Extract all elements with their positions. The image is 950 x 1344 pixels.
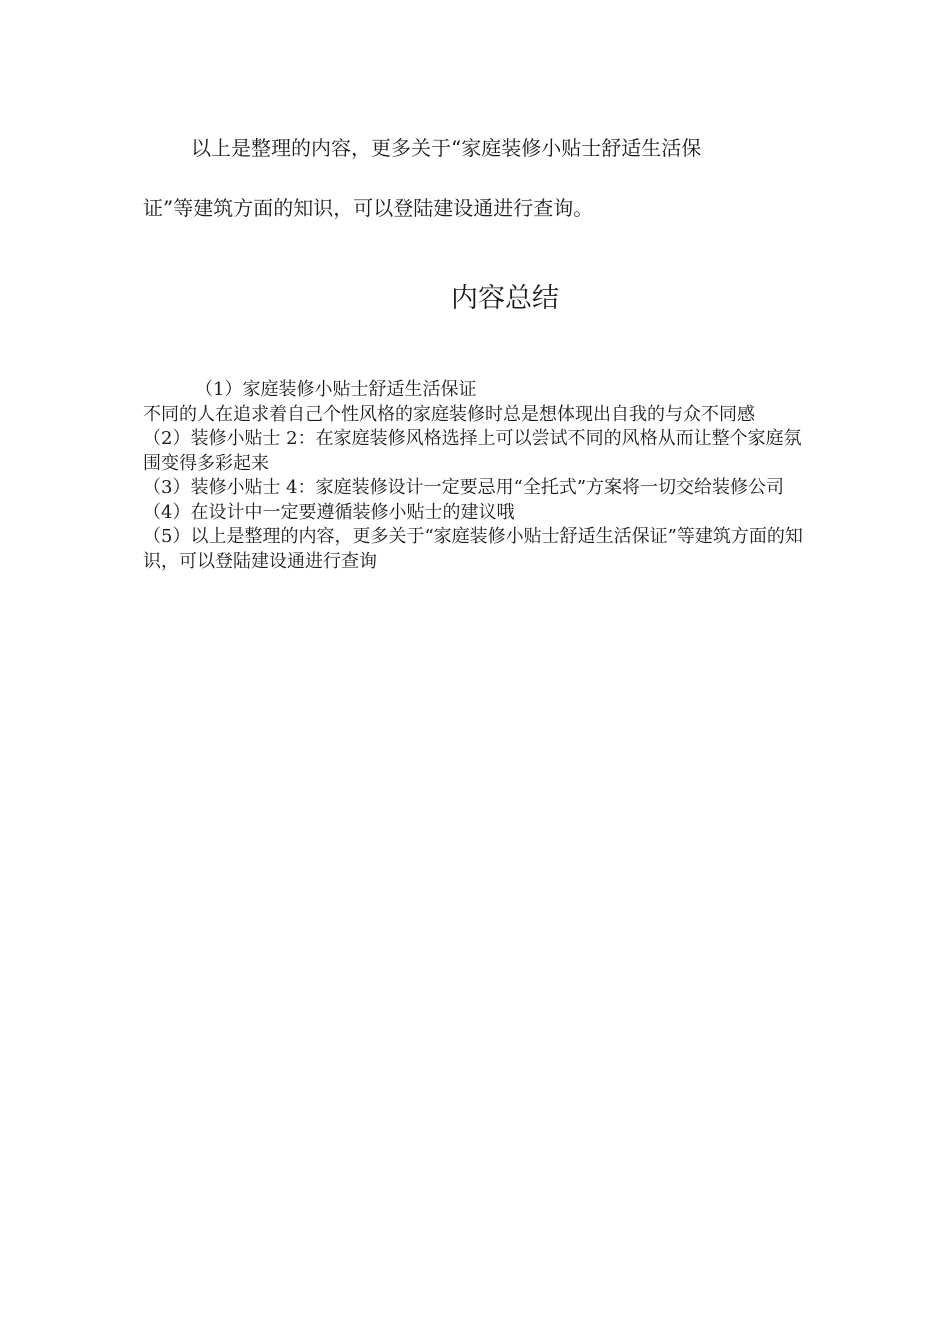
- summary-item-3: （3）装修小贴士 4：家庭装修设计一定要忌用“全托式”方案将一切交给装修公司: [143, 477, 785, 498]
- summary-item-4: （4）在设计中一定要遵循装修小贴士的建议哦: [143, 501, 515, 523]
- summary-item-1-body: 不同的人在追求着自己个性风格的家庭装修时总是想体现出自我的与众不同感: [143, 403, 755, 425]
- summary-list: [143, 378, 808, 574]
- summary-item-1: （1）家庭装修小贴士舒适生活保证: [195, 379, 477, 400]
- summary-heading: 内容总结: [451, 283, 559, 314]
- intro-line-1: 以上是整理的内容，更多关于“家庭装修小贴士舒适生活保: [191, 136, 702, 160]
- summary-item-2: （2）装修小贴士 2：在家庭装修风格选择上可以尝试不同的风格从而让整个家庭氛围变得多彩起来: [143, 428, 802, 474]
- summary-item-5: （5）以上是整理的内容，更多关于“家庭装修小贴士舒适生活保证”等建筑方面的知识，可以登陆建设通进行查询: [143, 526, 803, 572]
- intro-paragraph: [143, 118, 823, 238]
- intro-line-2: 证”等建筑方面的知识，可以登陆建设通进行查询。: [143, 196, 594, 220]
